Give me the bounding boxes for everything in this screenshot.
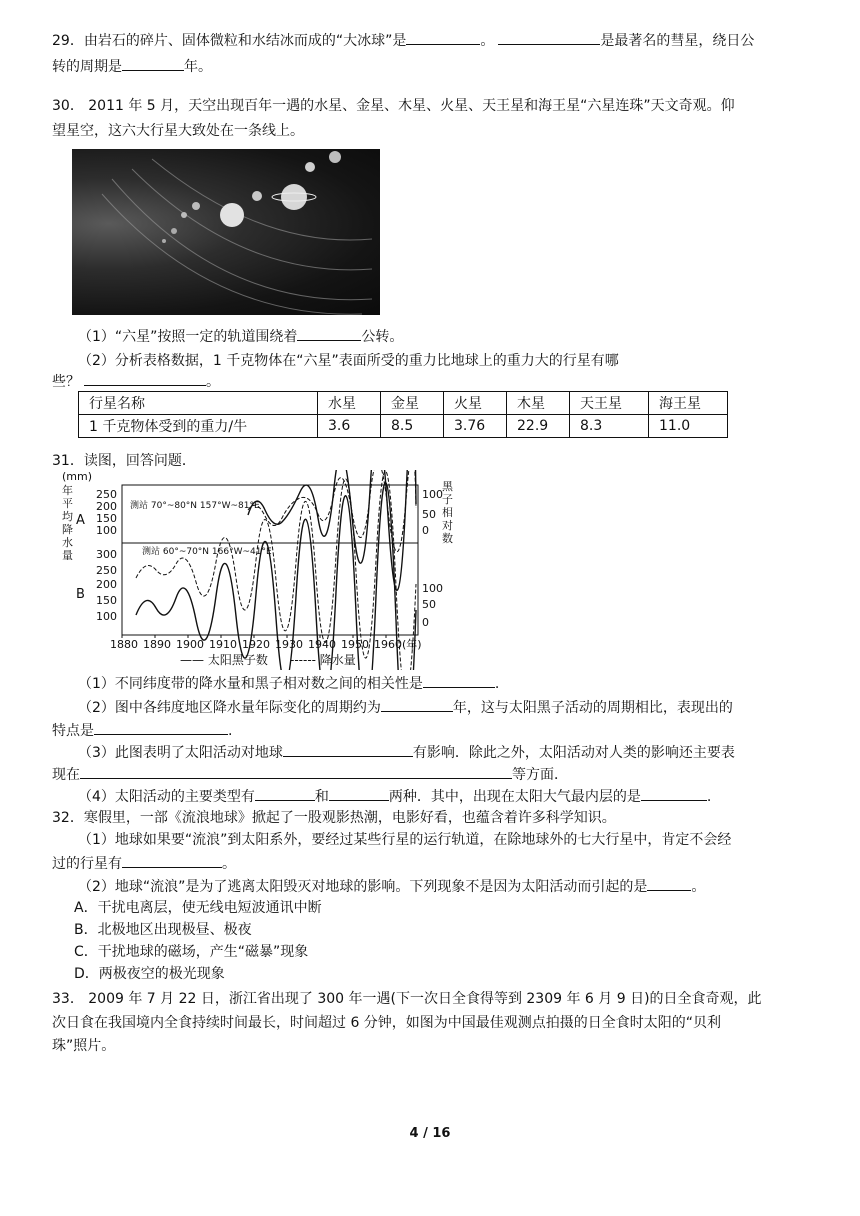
q30-line1: 30． 2011 年 5 月，天空出现百年一遇的水星、金星、木星、火星、天王星和海王星“六星连珠”天文奇观。仰 [52,98,735,114]
x-tick-label: 1950 [341,638,369,651]
q29-text-end: 是最著名的彗星，绕日公 [600,33,755,49]
q30-line2: 望星空，这六大行星大致处在一条线上。 [52,123,304,139]
q29-period: 。 [480,33,495,49]
q29-line1 [52,30,754,51]
q29-line2 [52,56,212,77]
q32-line1: 32．寒假里，一部《流浪地球》掀起了一股观影热潮，电影好看，也蕴含着许多科学知识。 [52,810,616,826]
page-number: 4 / 16 [409,1126,451,1141]
planet-icon [305,162,315,172]
table-header-row [79,392,728,415]
legend-precipitation: ------ 降水量 [290,653,356,667]
y-axis-label-right: 黑子相对数 [442,480,453,545]
answer-blank[interactable] [80,764,512,779]
tick-label: 200 [96,500,117,513]
q29-line2-end: 年。 [184,59,212,75]
q30-sub2b-end: 。 [206,374,220,390]
y-axis-unit: (mm) [62,470,93,483]
station-b-label: 测站 60°~70°N 166°W~41°E [142,547,272,557]
x-tick-label: 1930 [275,638,303,651]
planet-icon [171,228,177,234]
tick-label: 200 [96,578,117,591]
q31-s3b [52,764,568,785]
q32-s1b-end: 。 [222,856,236,872]
q32-s2 [78,876,705,897]
six-planets-photo [72,149,380,315]
q31-s4-text: （4）太阳活动的主要类型有 [78,789,255,805]
answer-blank[interactable] [329,786,389,801]
table-cell: 水星 [318,392,381,415]
q33-line1: 33． 2009 年 7 月 22 日，浙江省出现了 300 年一遇(下一次日全食得等到 2309 年 6 月 9 日)的日全食奇观，此 [52,991,762,1007]
q31-s4 [78,786,711,807]
q30-sub2b-text: 些？ [52,374,80,390]
q31-s4-mid: 两种．其中，出现在太阳大气最内层的是 [388,789,641,805]
planet-icon [252,191,262,201]
table-cell: 8.5 [381,415,444,438]
tick-label: 250 [96,488,117,501]
answer-blank[interactable] [381,697,453,712]
tick-label: 100 [422,488,443,501]
q31-s3-text: （3）此图表明了太阳活动对地球 [78,745,283,761]
panel-a-label: A [76,513,85,528]
sunspot-precipitation-figure [60,470,460,670]
tick-label: 250 [96,564,117,577]
answer-blank[interactable] [84,371,206,386]
q31-s3b-text: 现在 [52,767,80,783]
q29-text: 29．由岩石的碎片、固体微粒和水结冰而成的“大冰球”是 [52,33,407,49]
q31-s3 [78,742,735,763]
q32-s1b [52,853,236,874]
legend-sunspot: —— 太阳黑子数 [180,653,268,667]
q31-s1-text: （1）不同纬度带的降水量和黑子相对数之间的相关性是 [78,676,423,692]
table-cell: 3.6 [318,415,381,438]
tick-label: 100 [422,582,443,595]
q31-s2b-text: 特点是 [52,723,94,739]
table-cell: 11.0 [649,415,728,438]
planet-icon [281,184,307,210]
planet-icon [162,239,166,243]
table-cell: 金星 [381,392,444,415]
tick-label: 150 [96,594,117,607]
planet-icon [181,212,187,218]
q33-line3: 珠”照片。 [52,1038,116,1054]
q31-s2-text: （2）图中各纬度地区降水量年际变化的周期约为 [78,700,381,716]
table-cell: 1 千克物体受到的重力/牛 [79,415,318,438]
tick-label: 150 [96,512,117,525]
panel-b-label: B [76,587,85,602]
table-cell: 行星名称 [79,392,318,415]
tick-label: 0 [422,616,429,629]
table-cell: 22.9 [507,415,570,438]
q31-title: 31．读图，回答问题． [52,453,196,469]
x-tick-label: 1900 [176,638,204,651]
answer-blank[interactable] [255,786,315,801]
answer-blank[interactable] [406,30,480,45]
table-row [79,415,728,438]
table-cell: 3.76 [444,415,507,438]
q31-s4-end: . [706,789,712,805]
answer-blank[interactable] [283,742,413,757]
tick-label: 300 [96,548,117,561]
x-tick-label: 1960(年) [374,638,422,651]
option-c[interactable]: C．干扰地球的磁场，产生“磁暴”现象 [74,944,309,960]
x-tick-label: 1890 [143,638,171,651]
q30-sub1 [78,326,403,347]
table-cell: 天王星 [570,392,649,415]
tick-label: 100 [96,524,117,537]
answer-blank[interactable] [94,720,228,735]
tick-label: 50 [422,508,436,521]
q30-sub1-text: （1）“六星”按照一定的轨道围绕着 [78,329,298,345]
q32-s2-text: （2）地球“流浪”是为了逃离太阳毁灭对地球的影响。下列现象不是因为太阳活动而引起的是 [78,879,648,895]
x-tick-label: 1880 [110,638,138,651]
q30-sub1-end: 公转。 [361,329,404,345]
planet-markers [162,151,341,243]
q32-s1: （1）地球如果要“流浪”到太阳系外，要经过某些行星的运行轨道，在除地球外的七大行星中，肯定不会经 [78,832,732,848]
option-b[interactable]: B．北极地区出现极昼、极夜 [74,922,252,938]
table-cell: 8.3 [570,415,649,438]
q31-s1 [78,673,499,694]
table-cell: 火星 [444,392,507,415]
answer-blank[interactable] [423,673,495,688]
q31-s3b-end: 等方面． [512,767,568,783]
q30-sub2: （2）分析表格数据，1 千克物体在“六星”表面所受的重力比地球上的重力大的行星有哪 [78,353,619,369]
q31-s3-mid: 有影响．除此之外，太阳活动对人类的影响还主要表 [412,745,735,761]
gravity-table [78,391,728,438]
answer-blank[interactable] [297,326,361,341]
q31-s2b-end: . [228,723,233,739]
planet-icon [220,203,244,227]
option-a[interactable]: A．干扰电离层，使无线电短波通讯中断 [74,900,322,916]
q31-s2 [78,697,733,718]
table-cell: 海王星 [649,392,728,415]
q31-s2b [52,720,232,741]
station-a-label: 测站 70°~80°N 157°W~81°E [130,501,260,511]
planets-illustration [72,149,380,315]
x-tick-label: 1920 [242,638,270,651]
q32-s1b-text: 过的行星有 [52,856,122,872]
answer-blank[interactable] [647,876,691,891]
answer-blank[interactable] [122,56,184,71]
tick-label: 100 [96,610,117,623]
x-tick-label: 1910 [209,638,237,651]
q29-line2-text: 转的周期是 [52,59,122,75]
answer-blank[interactable] [641,786,707,801]
planet-icon [329,151,341,163]
answer-blank[interactable] [122,853,222,868]
tick-label: 50 [422,598,436,611]
planet-icon [192,202,200,210]
q31-s2-mid: 年，这与太阳黑子活动的周期相比，表现出的 [452,700,733,716]
option-d[interactable]: D．两极夜空的极光现象 [74,966,225,982]
q31-s4-and: 和 [314,789,329,805]
tick-label: 0 [422,524,429,537]
table-cell: 木星 [507,392,570,415]
q32-s2-end: 。 [691,879,706,895]
x-tick-label: 1940 [308,638,336,651]
q33-line2: 次日食在我国境内全食持续时间最长，时间超过 6 分钟，如图为中国最佳观测点拍摄的日全食时太阳的“贝利 [52,1015,722,1031]
answer-blank[interactable] [498,30,600,45]
q31-s1-end: . [494,676,500,692]
y-axis-label-left: 年平均降水量 [62,484,73,562]
q30-sub2b [52,371,220,392]
